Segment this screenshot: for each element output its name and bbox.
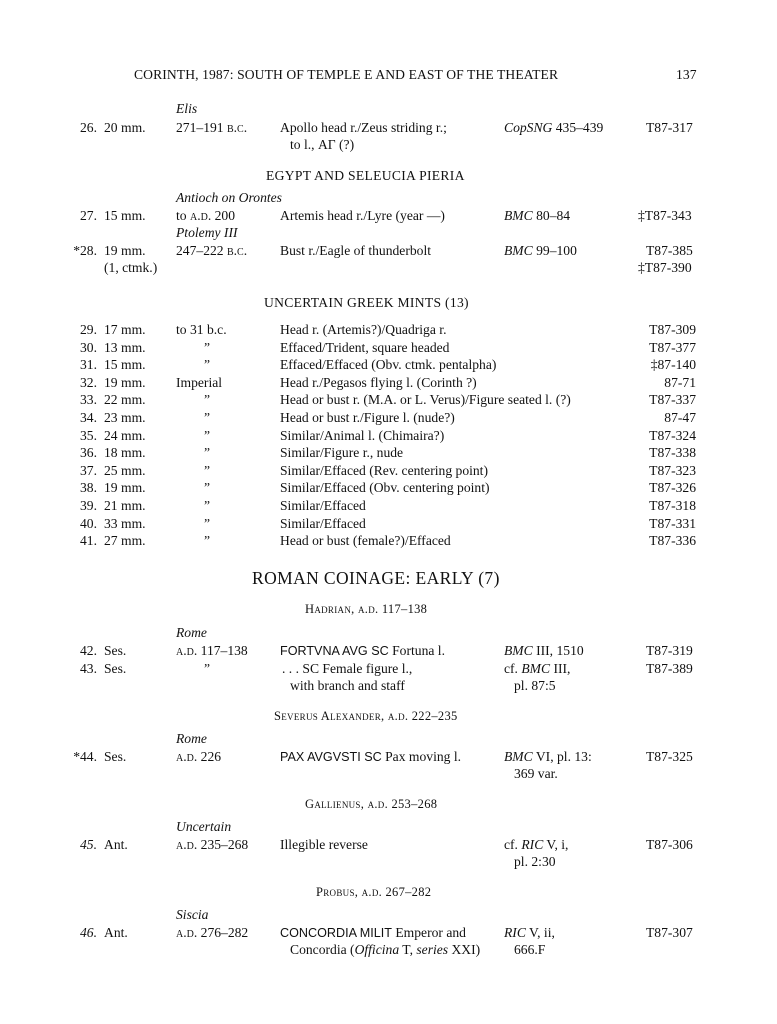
mint-label: Elis [176, 101, 198, 116]
emperor-heading: Severus Alexander, a.d. 222–235 [274, 709, 458, 723]
catalog-number: 27. [80, 208, 97, 223]
inventory-number: T87-338 [649, 445, 696, 460]
coin-description: Similar/Animal l. (Chimaira?) [280, 428, 445, 443]
inventory-number: T87-317 [646, 120, 693, 135]
coin-size: 27 mm. [104, 533, 146, 548]
mint-label: Rome [176, 731, 207, 746]
coin-reference: BMC III, 1510 [504, 643, 584, 658]
inventory-number: T87-389 [646, 661, 693, 676]
inventory-number: T87-318 [649, 498, 696, 513]
inventory-number: ‡T87-390 [638, 260, 692, 275]
coin-reference-cont: 369 var. [514, 766, 558, 781]
coin-date: 271–191 b.c. [176, 120, 248, 135]
coin-size: 24 mm. [104, 428, 146, 443]
coin-size: 13 mm. [104, 340, 146, 355]
coin-description: Illegible reverse [280, 837, 368, 852]
coin-description: Similar/Effaced (Obv. centering point) [280, 480, 490, 495]
catalog-number: 30. [80, 340, 97, 355]
running-title: CORINTH, 1987: SOUTH OF TEMPLE E AND EAST OF THE THEATER [134, 67, 559, 82]
catalog-number: 43. [80, 661, 97, 676]
catalog-number: 40. [80, 516, 97, 531]
coin-size: 18 mm. [104, 445, 146, 460]
coin-description: Effaced/Effaced (Obv. ctmk. pentalpha) [280, 357, 497, 372]
inventory-number: T87-377 [649, 340, 696, 355]
inventory-number: 87-71 [664, 375, 696, 390]
inventory-number: T87-326 [649, 480, 696, 495]
mint-label: Antioch on Orontes [176, 190, 282, 205]
coin-date: a.d. 276–282 [176, 925, 249, 940]
catalog-number: 36. [80, 445, 97, 460]
coin-description-cont: Concordia (Officina T, series XXI) [290, 942, 481, 957]
ditto-mark: ” [204, 445, 211, 460]
coin-denomination: Ant. [104, 925, 128, 940]
inventory-number: T87-336 [649, 533, 696, 548]
coin-reference: BMC VI, pl. 13: [504, 749, 592, 764]
coin-description: Bust r./Eagle of thunderbolt [280, 243, 432, 258]
coin-description: Artemis head r./Lyre (year —) [280, 208, 445, 223]
inventory-number: T87-319 [646, 643, 693, 658]
catalog-number: *44. [73, 749, 97, 764]
catalog-number: 38. [80, 480, 97, 495]
coin-denomination: Ses. [104, 661, 127, 676]
coin-description: . . . SC Female figure l., [282, 661, 413, 676]
coin-reference-cont: pl. 2:30 [514, 854, 556, 869]
coin-size: 19 mm. [104, 480, 146, 495]
mint-label: Siscia [176, 907, 209, 922]
catalog-number: 37. [80, 463, 97, 478]
coin-size: 15 mm. [104, 357, 146, 372]
catalog-number: 39. [80, 498, 97, 513]
coin-size: 22 mm. [104, 392, 146, 407]
coin-size: 17 mm. [104, 322, 146, 337]
section-heading: EGYPT AND SELEUCIA PIERIA [266, 168, 465, 183]
inventory-number: T87-331 [649, 516, 696, 531]
inventory-number: T87-325 [646, 749, 693, 764]
inventory-number: T87-307 [646, 925, 693, 940]
ditto-mark: ” [204, 516, 211, 531]
coin-size: 21 mm. [104, 498, 146, 513]
coin-description: FORTVNA AVG SC Fortuna l. [280, 643, 445, 658]
coin-size: 19 mm. [104, 243, 146, 258]
inventory-number: ‡87-140 [650, 357, 696, 372]
catalog-number: 42. [80, 643, 97, 658]
coin-description: Effaced/Trident, square headed [280, 340, 450, 355]
coin-description: Similar/Effaced (Rev. centering point) [280, 463, 488, 478]
coin-size: 19 mm. [104, 375, 146, 390]
coin-date: to 31 b.c. [176, 322, 227, 337]
coin-description: Head or bust (female?)/Effaced [280, 533, 451, 548]
coin-reference: CopSNG 435–439 [504, 120, 604, 135]
coin-size-note: (1, ctmk.) [104, 260, 158, 275]
coin-date: Imperial [176, 375, 223, 390]
coin-size: 15 mm. [104, 208, 146, 223]
coin-size: 25 mm. [104, 463, 146, 478]
coin-description: Head r./Pegasos flying l. (Corinth ?) [280, 375, 477, 390]
catalog-number: 32. [80, 375, 97, 390]
inventory-number: T87-323 [649, 463, 696, 478]
ditto-mark: ” [204, 392, 211, 407]
inventory-number: T87-324 [649, 428, 696, 443]
coin-description: CONCORDIA MILIT Emperor and [280, 925, 466, 940]
coin-description: Head r. (Artemis?)/Quadriga r. [280, 322, 447, 337]
coin-description: Similar/Effaced [280, 516, 366, 531]
inventory-number: T87-385 [646, 243, 693, 258]
page-number: 137 [676, 67, 697, 82]
coin-description: Similar/Figure r., nude [280, 445, 404, 460]
coin-size: 23 mm. [104, 410, 146, 425]
catalog-number: *28. [73, 243, 97, 258]
ditto-mark: ” [204, 463, 211, 478]
emperor-heading: Probus, a.d. 267–282 [316, 885, 432, 899]
ditto-mark: ” [204, 357, 211, 372]
ditto-mark: ” [204, 428, 211, 443]
mint-label: Ptolemy III [176, 225, 238, 240]
catalog-number: 34. [80, 410, 97, 425]
inventory-number: T87-306 [646, 837, 693, 852]
coin-description: Head or bust r./Figure l. (nude?) [280, 410, 455, 425]
coin-reference: cf. RIC V, i, [504, 837, 569, 852]
coin-reference: BMC 80–84 [504, 208, 571, 223]
ditto-mark: ” [204, 410, 211, 425]
coin-denomination: Ses. [104, 749, 127, 764]
coin-description: Similar/Effaced [280, 498, 366, 513]
inventory-number: 87-47 [664, 410, 696, 425]
coin-date: to a.d. 200 [176, 208, 236, 223]
coin-reference: BMC 99–100 [504, 243, 577, 258]
coin-date: a.d. 235–268 [176, 837, 249, 852]
inventory-number: T87-309 [649, 322, 696, 337]
coin-date: a.d. 117–138 [176, 643, 248, 658]
coin-reference: cf. BMC III, [504, 661, 571, 676]
coin-date: 247–222 b.c. [176, 243, 248, 258]
coin-description-cont: with branch and staff [290, 678, 405, 693]
catalog-number: 26. [80, 120, 97, 135]
mint-label: Rome [176, 625, 207, 640]
coin-reference-cont: pl. 87:5 [514, 678, 556, 693]
coin-size: 20 mm. [104, 120, 146, 135]
ditto-mark: ” [204, 340, 211, 355]
coin-description: Apollo head r./Zeus striding r.; [280, 120, 447, 135]
catalog-number: 41. [80, 533, 97, 548]
coin-reference-cont: 666.F [514, 942, 546, 957]
ditto-mark: ” [204, 498, 211, 513]
emperor-heading: Gallienus, a.d. 253–268 [305, 797, 438, 811]
coin-size: 33 mm. [104, 516, 146, 531]
catalog-number: 46. [80, 925, 97, 940]
emperor-heading: Hadrian, a.d. 117–138 [305, 602, 428, 616]
coin-denomination: Ses. [104, 643, 127, 658]
coin-description-cont: to l., ΑΓ (?) [290, 137, 355, 152]
catalog-number: 31. [80, 357, 97, 372]
catalog-number: 35. [80, 428, 97, 443]
inventory-number: ‡T87-343 [638, 208, 692, 223]
coin-date: a.d. 226 [176, 749, 222, 764]
mint-label: Uncertain [176, 819, 232, 834]
coin-description: Head or bust r. (M.A. or L. Verus)/Figure seated l. (?) [280, 392, 571, 407]
section-heading: UNCERTAIN GREEK MINTS (13) [264, 295, 469, 310]
catalog-number: 29. [80, 322, 97, 337]
coin-description: PAX AVGVSTI SC Pax moving l. [280, 749, 462, 764]
catalog-number: 45. [80, 837, 97, 852]
catalog-number: 33. [80, 392, 97, 407]
ditto-mark: ” [204, 533, 211, 548]
coin-reference: RIC V, ii, [504, 925, 555, 940]
inventory-number: T87-337 [649, 392, 696, 407]
ditto-mark: ” [204, 480, 211, 495]
coin-denomination: Ant. [104, 837, 128, 852]
ditto-mark: ” [204, 661, 211, 676]
section-heading-major: ROMAN COINAGE: EARLY (7) [252, 568, 500, 588]
